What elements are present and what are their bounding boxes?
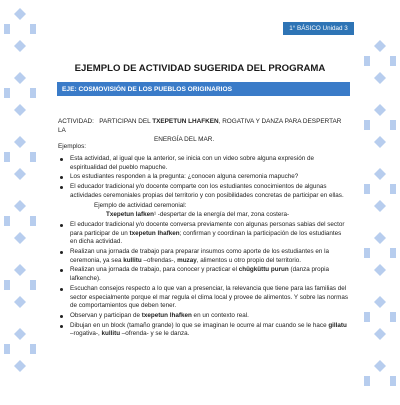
grade-unit-badge: 1° BÁSICO Unidad 3 (283, 22, 354, 35)
axis-banner: EJE: COSMOVISIÓN DE LOS PUEBLOS ORIGINARIOS (57, 82, 350, 96)
activity-text-bold: TXEPETUN LHAFKEN (152, 118, 219, 125)
bold-term: txepetun lhafken (141, 311, 192, 319)
list-item-text: Esta actividad, al igual que la anterior, se inicia con un video sobre alguna expresión de espiritualidad del pueblo mapuche. (70, 155, 314, 171)
list-item (58, 183, 350, 200)
list-item (58, 211, 350, 220)
list-item-text: –ofrendas-, (141, 256, 178, 264)
list-item-text: ; confirman y coordinan la participación de los estudiantes en dicha actividad. (70, 229, 342, 246)
list-item-text: Dibujan en un block (tamaño grande) lo que se imaginan le ocurre al mar cuando se le hace (70, 321, 329, 329)
list-item-text: El educador tradicional y/o docente conversa previamente con algunas personas sabias del sector para participar de un (70, 220, 345, 237)
list-item (58, 221, 350, 247)
activity-label: ACTIVIDAD: (58, 118, 94, 125)
list-item (58, 155, 350, 172)
list-item-text: Realizan una jornada de trabajo para preparar insumos como aporte de los estudiantes en la ceremonia, ya sea (70, 248, 330, 264)
list-item-text: Los estudiantes responden a la pregunta: ¿conocen alguna ceremonia mapuche? (70, 173, 299, 181)
list-item (58, 285, 350, 311)
list-item-text: Escuchan consejos respecto a lo que van a presenciar, la relevancia que tiene para las familias del sector especialmente porque el mar regula el clima local y provee de alimentos. Y sobre las normas de comportamientos que deben tener. (70, 284, 349, 310)
mapuche-pattern-icon (0, 0, 40, 400)
list-item-text: –ofrenda- y se le danza. (120, 330, 190, 338)
bold-term: txepetun lhafken (129, 229, 180, 237)
activity-heading (58, 117, 350, 144)
list-item-text: Observan y participan de (70, 311, 142, 319)
right-decorative-border (360, 0, 400, 400)
list-item-text: , alimentos u otro propio del territorio. (196, 256, 302, 264)
list-item (58, 248, 350, 265)
activity-text-line2: ENERGÍA DEL MAR. (154, 136, 215, 143)
list-item (58, 266, 350, 283)
list-item-text: ¹ -despertar de la energía del mar, zona costera- (153, 211, 290, 219)
bold-term: muzay (177, 256, 197, 264)
bold-term: chügküttu purun (238, 266, 289, 274)
examples-label: Ejemplos: (58, 143, 87, 150)
page-title: EJEMPLO DE ACTIVIDAD SUGERIDA DEL PROGRAMA (74, 63, 326, 74)
activity-text-pre: PARTICIPAN DEL (99, 118, 153, 125)
list-item (58, 322, 350, 339)
examples-list (58, 155, 350, 340)
bold-term: Txepetun lafken (106, 211, 154, 219)
list-item (58, 202, 350, 211)
list-item-text: –rogativa-, (70, 330, 102, 338)
activity-text-post: , ROGATIVA Y DANZA PARA DESPERTAR LA (58, 118, 342, 134)
bold-term: kullitu (123, 256, 142, 264)
list-item-text: Ejemplo de actividad ceremonial: (94, 201, 187, 209)
bold-term: kullitu (101, 330, 121, 338)
list-item-text: El educador tradicional y/o docente comparte con los estudiantes conocimientos de algunas actividades ceremoniales propias del territorio y con posibilidades concretas de participar en ellas. (70, 183, 344, 199)
list-item (58, 173, 350, 182)
list-item-text: Realizan una jornada de trabajo, para conocer y practicar el (70, 266, 239, 274)
list-item-text: en un contexto real. (191, 311, 249, 319)
left-decorative-border (0, 0, 40, 400)
list-item-text: (danza propia lafkenche). (70, 266, 329, 283)
bold-term: gillatu (328, 321, 347, 329)
list-item (58, 312, 350, 321)
mapuche-pattern-icon (360, 0, 400, 400)
